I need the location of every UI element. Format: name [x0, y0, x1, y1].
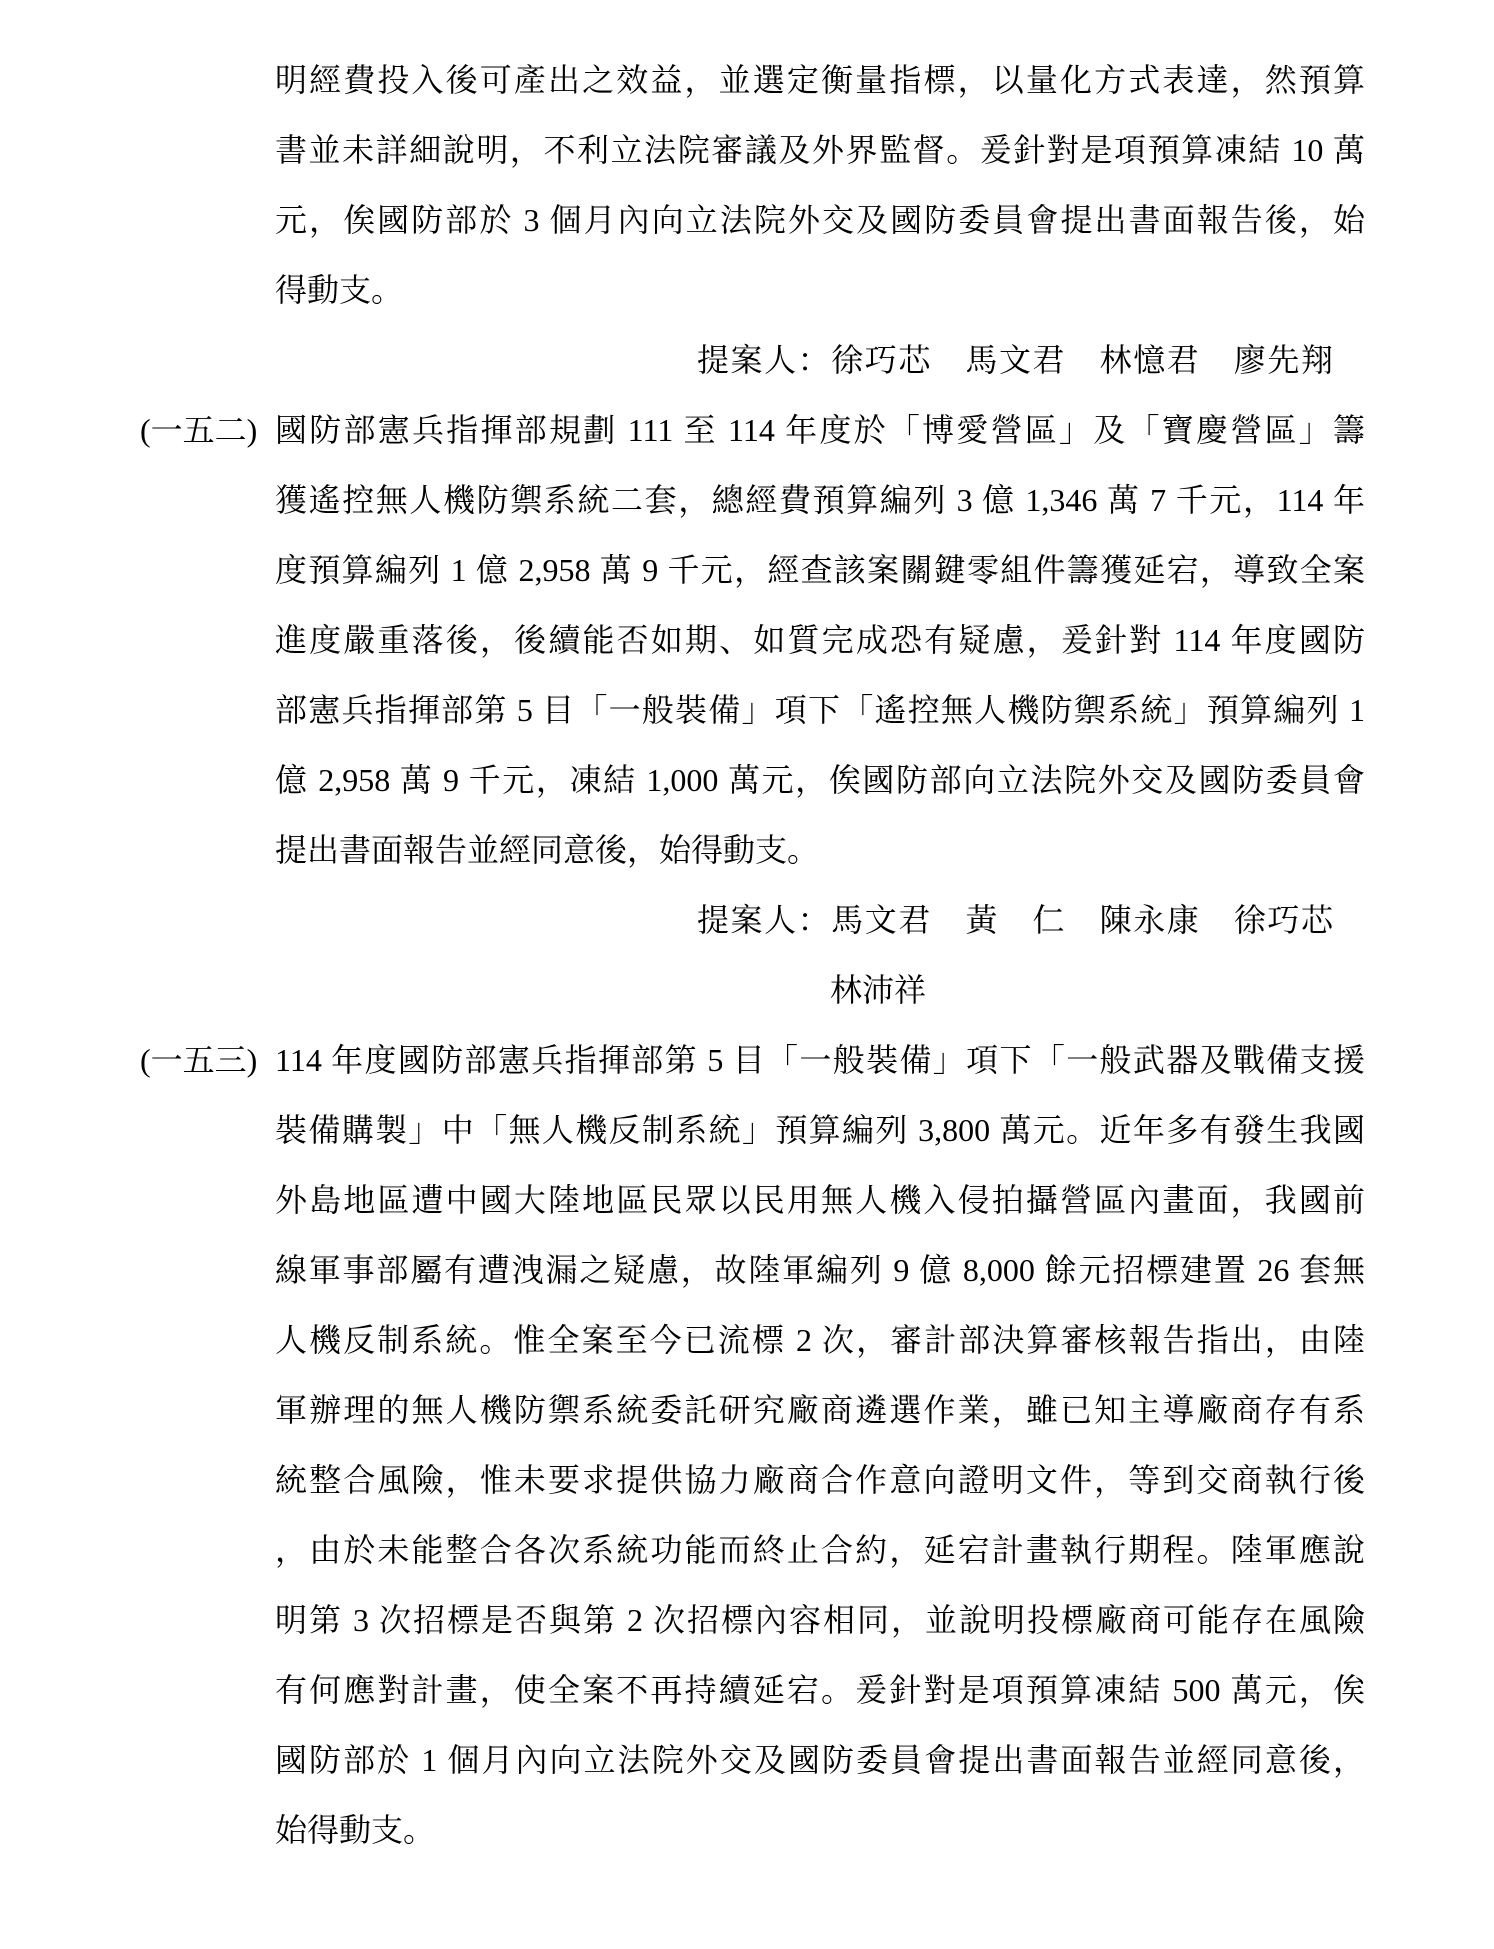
line-row: [0, 185, 1494, 255]
paragraph-line: 有何應對計畫，使全案不再持續延宕。爰針對是項預算凍結 500 萬元，俟: [275, 1672, 1365, 1708]
paragraph-line: 統整合風險，惟未要求提供協力廠商合作意向證明文件，等到交商執行後: [275, 1462, 1365, 1498]
proposer-line: 提案人：徐巧芯 馬文君 林憶君 廖先翔: [697, 342, 1333, 378]
paragraph-line: 元，俟國防部於 3 個月內向立法院外交及國防委員會提出書面報告後，始: [275, 202, 1365, 238]
paragraph-line: 部憲兵指揮部第 5 目「一般裝備」項下「遙控無人機防禦系統」預算編列 1: [275, 692, 1365, 728]
paragraph-line: 線軍事部屬有遭洩漏之疑慮，故陸軍編列 9 億 8,000 餘元招標建置 26 套無: [275, 1252, 1365, 1288]
line-row: [0, 885, 1494, 955]
paragraph-line: 提出書面報告並經同意後，始得動支。: [275, 832, 820, 868]
line-row: [0, 325, 1494, 395]
paragraph-line: 軍辦理的無人機防禦系統委託研究廠商遴選作業，雖已知主導廠商存有系: [275, 1392, 1365, 1428]
line-row: [0, 1795, 1494, 1865]
line-row: [0, 45, 1494, 115]
line-row: [0, 1025, 1494, 1095]
line-row: [0, 1445, 1494, 1515]
line-row: [0, 395, 1494, 465]
paragraph-line: 國防部於 1 個月內向立法院外交及國防委員會提出書面報告並經同意後，: [275, 1742, 1365, 1778]
item-number: (一五二): [140, 412, 258, 448]
paragraph-line: 人機反制系統。惟全案至今已流標 2 次，審計部決算審核報告指出，由陸: [275, 1322, 1365, 1358]
line-row: [0, 465, 1494, 535]
line-row: [0, 745, 1494, 815]
paragraph-line: 114 年度國防部憲兵指揮部第 5 目「一般裝備」項下「一般武器及戰備支援: [275, 1042, 1365, 1078]
line-row: [0, 115, 1494, 185]
line-row: [0, 1655, 1494, 1725]
line-row: [0, 1165, 1494, 1235]
paragraph-line: 外島地區遭中國大陸地區民眾以民用無人機入侵拍攝營區內畫面，我國前: [275, 1182, 1365, 1218]
proposer-line: 提案人：馬文君 黃 仁 陳永康 徐巧芯: [697, 902, 1333, 938]
line-row: [0, 1305, 1494, 1375]
line-row: [0, 955, 1494, 1025]
line-row: [0, 1725, 1494, 1795]
line-row: [0, 675, 1494, 745]
item-number: (一五三): [140, 1042, 258, 1078]
paragraph-line: 裝備購製」中「無人機反制系統」預算編列 3,800 萬元。近年多有發生我國: [275, 1112, 1365, 1148]
proposer-line: 林沛祥: [830, 972, 927, 1008]
paragraph-line: 得動支。: [275, 272, 404, 308]
paragraph-line: ，由於未能整合各次系統功能而終止合約，延宕計畫執行期程。陸軍應說: [275, 1532, 1365, 1568]
paragraph-line: 書並未詳細說明，不利立法院審議及外界監督。爰針對是項預算凍結 10 萬: [275, 132, 1365, 168]
line-row: [0, 535, 1494, 605]
line-row: [0, 1235, 1494, 1305]
paragraph-line: 億 2,958 萬 9 千元，凍結 1,000 萬元，俟國防部向立法院外交及國防委員會: [275, 762, 1365, 798]
paragraph-line: 始得動支。: [275, 1812, 436, 1848]
line-row: [0, 815, 1494, 885]
line-row: [0, 1515, 1494, 1585]
line-row: [0, 1095, 1494, 1165]
paragraph-line: 明經費投入後可產出之效益，並選定衡量指標，以量化方式表達，然預算: [275, 62, 1365, 98]
paragraph-line: 明第 3 次招標是否與第 2 次招標內容相同，並說明投標廠商可能存在風險: [275, 1602, 1365, 1638]
line-row: [0, 255, 1494, 325]
paragraph-line: 進度嚴重落後，後續能否如期、如質完成恐有疑慮，爰針對 114 年度國防: [275, 622, 1365, 658]
paragraph-line: 獲遙控無人機防禦系統二套，總經費預算編列 3 億 1,346 萬 7 千元，114 年: [275, 482, 1365, 518]
paragraph-line: 度預算編列 1 億 2,958 萬 9 千元，經查該案關鍵零組件籌獲延宕，導致全案: [275, 552, 1365, 588]
line-row: [0, 1585, 1494, 1655]
line-row: [0, 605, 1494, 675]
motion-152: [0, 395, 1494, 1025]
continued-motion: [0, 45, 1494, 395]
line-row: [0, 1375, 1494, 1445]
motion-153: [0, 1025, 1494, 1865]
paragraph-line: 國防部憲兵指揮部規劃 111 至 114 年度於「博愛營區」及「寶慶營區」籌: [275, 412, 1365, 448]
